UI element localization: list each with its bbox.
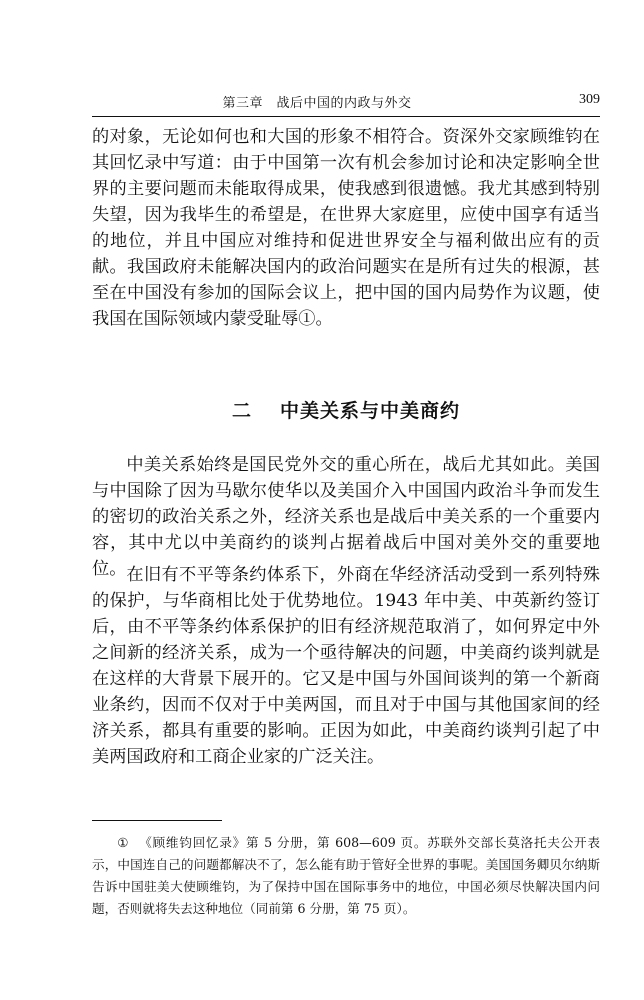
section-heading bbox=[92, 396, 600, 423]
chapter-title: 第三章 战后中国的内政与外交 bbox=[222, 96, 412, 111]
footnote-rule bbox=[92, 820, 222, 821]
section-title: 中美关系与中美商约 bbox=[280, 400, 461, 422]
footnote bbox=[92, 832, 600, 920]
header-rule bbox=[92, 116, 600, 117]
paragraph-text: 中美关系始终是国民党外交的重心所在，战后尤其如此。美国与中国除了因为马歇尔使华以及美国介入中国国内政治斗争而发生的密切的政治关系之外，经济关系也是战后中美关系的一个重要内容，其中尤以中美商约的谈判占据着战后中国对美外交的重要地位。 bbox=[92, 455, 600, 579]
running-head bbox=[92, 92, 600, 112]
section-number: 二 bbox=[231, 400, 252, 422]
paragraph-text: 的对象，无论如何也和大国的形象不相符合。资深外交家顾维钧在其回忆录中写道：由于中国第一次有机会参加讨论和决定影响全世界的主要问题而未能取得成果，使我感到很遗憾。我尤其感到特别失望，因为我毕生的希望是，在世界大家庭里，应使中国享有适当的地位，并且中国应对维持和促进世界安全与福利做出应有的贡献。我国政府未能解决国内的政治问题实在是所有过失的根源，甚至在中国没有参加的国际会议上，把中国的国内局势作为议题，使我国在国际领域内蒙受耻辱①。 bbox=[92, 127, 600, 329]
footnote-text: 《顾维钧回忆录》第 5 分册，第 608—609 页。苏联外交部长莫洛托夫公开表示，中国连自己的问题都解决不了，怎么能有助于管好全世界的事呢。美国国务卿贝尔纳斯告诉中国驻美大使顾维钧，为了保持中国在国际事务中的地位，中国必须尽快解决国内问题，否则就将失去这种地位（同前第 6 分册，第 75 页）。 bbox=[92, 835, 600, 916]
paragraph-continuation bbox=[92, 124, 600, 332]
footnote-marker: ① bbox=[117, 835, 130, 850]
page-number: 309 bbox=[579, 92, 600, 107]
paragraph-text: 在旧有不平等条约体系下，外商在华经济活动受到一系列特殊的保护，与华商相比处于优势地位。1943 年中美、中英新约签订后，由不平等条约体系保护的旧有经济规范取消了，如何界定中外之间新的经济关系，成为一个亟待解决的问题，中美商约谈判就是在这样的大背景下展开的。它又是中国与外国间谈判的第一个新商业条约，因而不仅对于中美两国，而且对于中国与其他国家间的经济关系，都具有重要的影响。正因为如此，中美商约谈判引起了中美两国政府和工商企业家的广泛关注。 bbox=[92, 565, 600, 767]
paragraph-section-body bbox=[92, 562, 600, 770]
